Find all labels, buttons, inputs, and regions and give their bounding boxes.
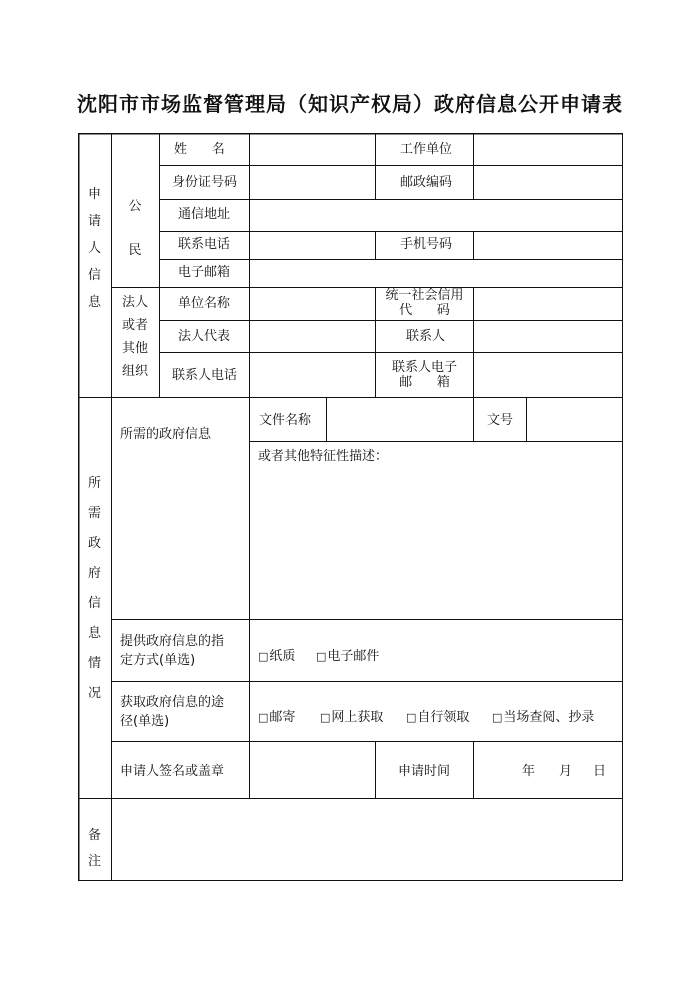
year-label: 年 bbox=[522, 764, 536, 779]
route-option-onsite[interactable]: □当场查阅、抄录 bbox=[492, 710, 595, 725]
doc-number-field[interactable] bbox=[527, 398, 622, 441]
credit-code-field[interactable] bbox=[474, 288, 622, 320]
doc-name-label: 文件名称 bbox=[259, 413, 312, 428]
unit-name-field[interactable] bbox=[250, 288, 375, 320]
id-number-field[interactable] bbox=[250, 166, 375, 199]
contact-phone-label: 联系人电话 bbox=[172, 368, 238, 383]
contact-email-field[interactable] bbox=[474, 353, 622, 397]
month-label: 月 bbox=[559, 764, 573, 779]
phone-field[interactable] bbox=[250, 232, 375, 259]
mobile-label: 手机号码 bbox=[400, 237, 453, 252]
applicant-section-label: 申 请 人 信 息 bbox=[87, 187, 101, 310]
route-option-mail[interactable]: □邮寄 bbox=[258, 710, 296, 725]
unit-name-label: 单位名称 bbox=[178, 296, 231, 311]
checkbox-icon: □ bbox=[258, 650, 269, 663]
phone-label: 联系电话 bbox=[178, 237, 231, 252]
legal-person-group-label: 法人 或者 其他 组织 bbox=[121, 295, 148, 379]
email-label: 电子邮箱 bbox=[178, 265, 231, 280]
legal-rep-label: 法人代表 bbox=[178, 329, 231, 344]
signature-label: 申请人签名或盖章 bbox=[120, 764, 225, 779]
work-unit-label: 工作单位 bbox=[400, 142, 453, 157]
checkbox-icon: □ bbox=[316, 650, 327, 663]
checkbox-icon: □ bbox=[258, 711, 269, 724]
method-option-paper[interactable]: □纸质 bbox=[258, 649, 296, 664]
contact-label: 联系人 bbox=[406, 329, 446, 344]
doc-number-label: 文号 bbox=[487, 413, 514, 428]
remarks-field[interactable] bbox=[112, 799, 622, 880]
name-label: 姓 名 bbox=[174, 142, 225, 157]
work-unit-field[interactable] bbox=[474, 134, 622, 165]
day-label: 日 bbox=[593, 764, 607, 779]
other-description-field[interactable] bbox=[250, 469, 622, 619]
contact-field[interactable] bbox=[474, 321, 622, 352]
info-section-label: 所 需 政 府 信 息 情 况 bbox=[87, 476, 101, 701]
method-label: 提供政府信息的指 定方式(单选) bbox=[120, 634, 225, 668]
remarks-label: 备 注 bbox=[87, 828, 101, 869]
checkbox-icon: □ bbox=[320, 711, 331, 724]
route-label: 获取政府信息的途 径(单选) bbox=[120, 695, 225, 729]
application-form bbox=[78, 133, 623, 881]
route-option-self-pickup[interactable]: □自行领取 bbox=[406, 710, 470, 725]
checkbox-icon: □ bbox=[406, 711, 417, 724]
address-label: 通信地址 bbox=[178, 207, 231, 222]
form-title: 沈阳市市场监督管理局（知识产权局）政府信息公开申请表 bbox=[77, 92, 623, 116]
address-field[interactable] bbox=[250, 200, 622, 231]
signature-field[interactable] bbox=[250, 742, 375, 798]
checkbox-icon: □ bbox=[492, 711, 503, 724]
email-field[interactable] bbox=[250, 260, 622, 287]
doc-name-field[interactable] bbox=[327, 398, 473, 441]
contact-phone-field[interactable] bbox=[250, 353, 375, 397]
credit-code-label: 统一社会信用 代 码 bbox=[385, 288, 464, 318]
id-number-label: 身份证号码 bbox=[172, 175, 238, 190]
request-time-label: 申请时间 bbox=[398, 764, 451, 779]
other-description-label: 或者其他特征性描述： bbox=[258, 449, 389, 464]
postcode-label: 邮政编码 bbox=[400, 175, 453, 190]
postcode-field[interactable] bbox=[474, 166, 622, 199]
name-field[interactable] bbox=[250, 134, 375, 165]
method-option-email[interactable]: □电子邮件 bbox=[316, 649, 380, 664]
mobile-field[interactable] bbox=[474, 232, 622, 259]
contact-email-label: 联系人电子 邮 箱 bbox=[391, 360, 457, 390]
needed-info-label: 所需的政府信息 bbox=[120, 427, 212, 442]
legal-rep-field[interactable] bbox=[250, 321, 375, 352]
citizen-group-label: 公 民 bbox=[128, 199, 142, 258]
route-option-online[interactable]: □网上获取 bbox=[320, 710, 384, 725]
